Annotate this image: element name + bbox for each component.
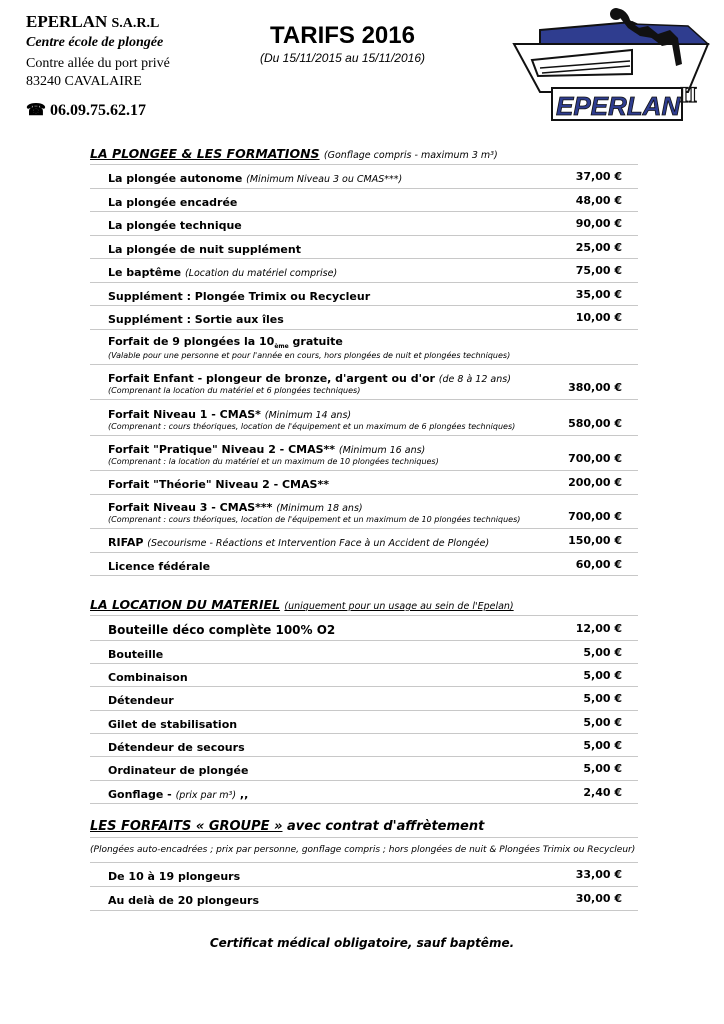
price-row: Forfait de 9 plongées la $10_{ème}$ gratuite (Valable pour une personne et pour l'année en cours, hors plongées de nuit et plongées techniques) [90, 330, 638, 365]
price: 48,00 € [575, 193, 622, 207]
page-title-block [240, 22, 445, 65]
price: 33,00 € [575, 868, 622, 881]
section-location [90, 594, 638, 804]
price-row: La plongée encadrée 48,00 € [90, 189, 638, 212]
price: 10,00 € [575, 311, 622, 324]
page-title: TARIFS 2016 [270, 22, 415, 49]
price-row: La plongée de nuit supplément 25,00 € [90, 236, 638, 259]
price: 30,00 € [575, 892, 622, 905]
price-row: Au delà de 20 plongeurs 30,00 € [90, 887, 638, 911]
price: 150,00 € [568, 534, 622, 547]
price: 380,00 € [568, 381, 622, 394]
price-row: Forfait Enfant - plongeur de bronze, d'argent ou d'or (de 8 à 12 ans) (Comprenant la location du matériel et 6 plongées techniques) 380,00 € [90, 365, 638, 400]
price: 5,00 € [583, 692, 622, 705]
price-row: Détendeur 5,00 € [90, 687, 638, 711]
price-row: Détendeur de secours 5,00 € [90, 734, 638, 757]
company-address: Contre allée du port privé 83240 CAVALAIRE [26, 56, 170, 89]
phone-icon: ☎ [26, 102, 46, 119]
price-row: RIFAP (Secourisme - Réactions et Intervention Face à un Accident de Plongée) 150,00 € [90, 529, 638, 553]
price-row: Ordinateur de plongée 5,00 € [90, 757, 638, 781]
price-row: Forfait Niveau 1 - CMAS* (Minimum 14 ans) (Comprenant : cours théoriques, location de l'équipement et un maximum de 6 plongées techniques) 580,00 € [90, 400, 638, 436]
price-row: Forfait "Théorie" Niveau 2 - CMAS** 200,00 € [90, 471, 638, 495]
price-row: Gilet de stabilisation 5,00 € [90, 711, 638, 734]
section-formations [90, 143, 638, 576]
price: 200,00 € [568, 476, 622, 489]
price: 37,00 € [575, 170, 622, 183]
price-row: Gonflage - (prix par m³) ,, 2,40 € [90, 781, 638, 804]
price: 700,00 € [568, 510, 622, 523]
company-name: EPERLAN S.A.R.L [26, 12, 160, 31]
price-row: Forfait Niveau 3 - CMAS*** (Minimum 18 ans) (Comprenant : cours théoriques, location de l'équipement et un maximum de 10 plongées techniques) 700,00 € [90, 495, 638, 529]
price-row: La plongée technique 90,00 € [90, 212, 638, 236]
page-subtitle: (Du 15/11/2015 au 15/11/2016) [259, 51, 426, 65]
company-block [26, 12, 170, 120]
price-row: La plongée autonome (Minimum Niveau 3 ou CMAS***) 37,00 € [90, 165, 638, 189]
price: 700,00 € [568, 452, 622, 465]
price-row: Le baptême (Location du matériel comprise) 75,00 € [90, 259, 638, 283]
price-row: Combinaison 5,00 € [90, 664, 638, 687]
price: 5,00 € [583, 738, 622, 752]
price: 5,00 € [583, 762, 622, 775]
price-row: Forfait "Pratique" Niveau 2 - CMAS** (Minimum 16 ans) (Comprenant : la location du matériel et un maximum de 10 plongées techniques) 700,00 € [90, 436, 638, 471]
price: 75,00 € [575, 264, 622, 277]
price: 580,00 € [568, 417, 622, 430]
section-groupe [90, 816, 638, 911]
price: 90,00 € [575, 217, 622, 230]
logo-text: EPERLAN [556, 91, 681, 121]
groupe-note: (Plongées auto-encadrées ; prix par personne, gonflage compris ; hors plongées de nuit & Plongées Trimix ou Recycleur) [90, 838, 638, 863]
price-row: Bouteille 5,00 € [90, 641, 638, 664]
footer-note: Certificat médical obligatoire, sauf baptême. [209, 936, 515, 950]
price: 5,00 € [583, 645, 622, 659]
price: 5,00 € [583, 715, 622, 729]
price: 25,00 € [575, 240, 622, 254]
price: 12,00 € [575, 621, 622, 635]
price-row: Supplément : Sortie aux îles 10,00 € [90, 306, 638, 330]
price-row: Supplément : Plongée Trimix ou Recycleur 35,00 € [90, 283, 638, 306]
company-phone: ☎ 06.09.75.62.17 [26, 102, 146, 119]
price-row: Bouteille déco complète 100% O2 12,00 € [90, 616, 638, 641]
section-heading: LA LOCATION DU MATERIEL (uniquement pour un usage au sein de l'Epelan) [90, 594, 638, 616]
section-heading: LES FORFAITS « GROUPE » avec contrat d'affrètement [90, 816, 638, 838]
price-row: De 10 à 19 plongeurs 33,00 € [90, 863, 638, 887]
logo-numeral: II [680, 82, 698, 107]
price: 5,00 € [583, 668, 622, 682]
price: 2,40 € [583, 785, 622, 799]
section-heading: LA PLONGEE & LES FORMATIONS (Gonflage compris - maximum 3 m³) [90, 143, 638, 165]
price-row: Licence fédérale 60,00 € [90, 553, 638, 576]
price: 35,00 € [575, 287, 622, 301]
company-subtitle: Centre école de plongée [26, 35, 164, 50]
price: 60,00 € [575, 557, 622, 571]
diver-boat-logo [512, 4, 712, 124]
price [542, 359, 622, 360]
